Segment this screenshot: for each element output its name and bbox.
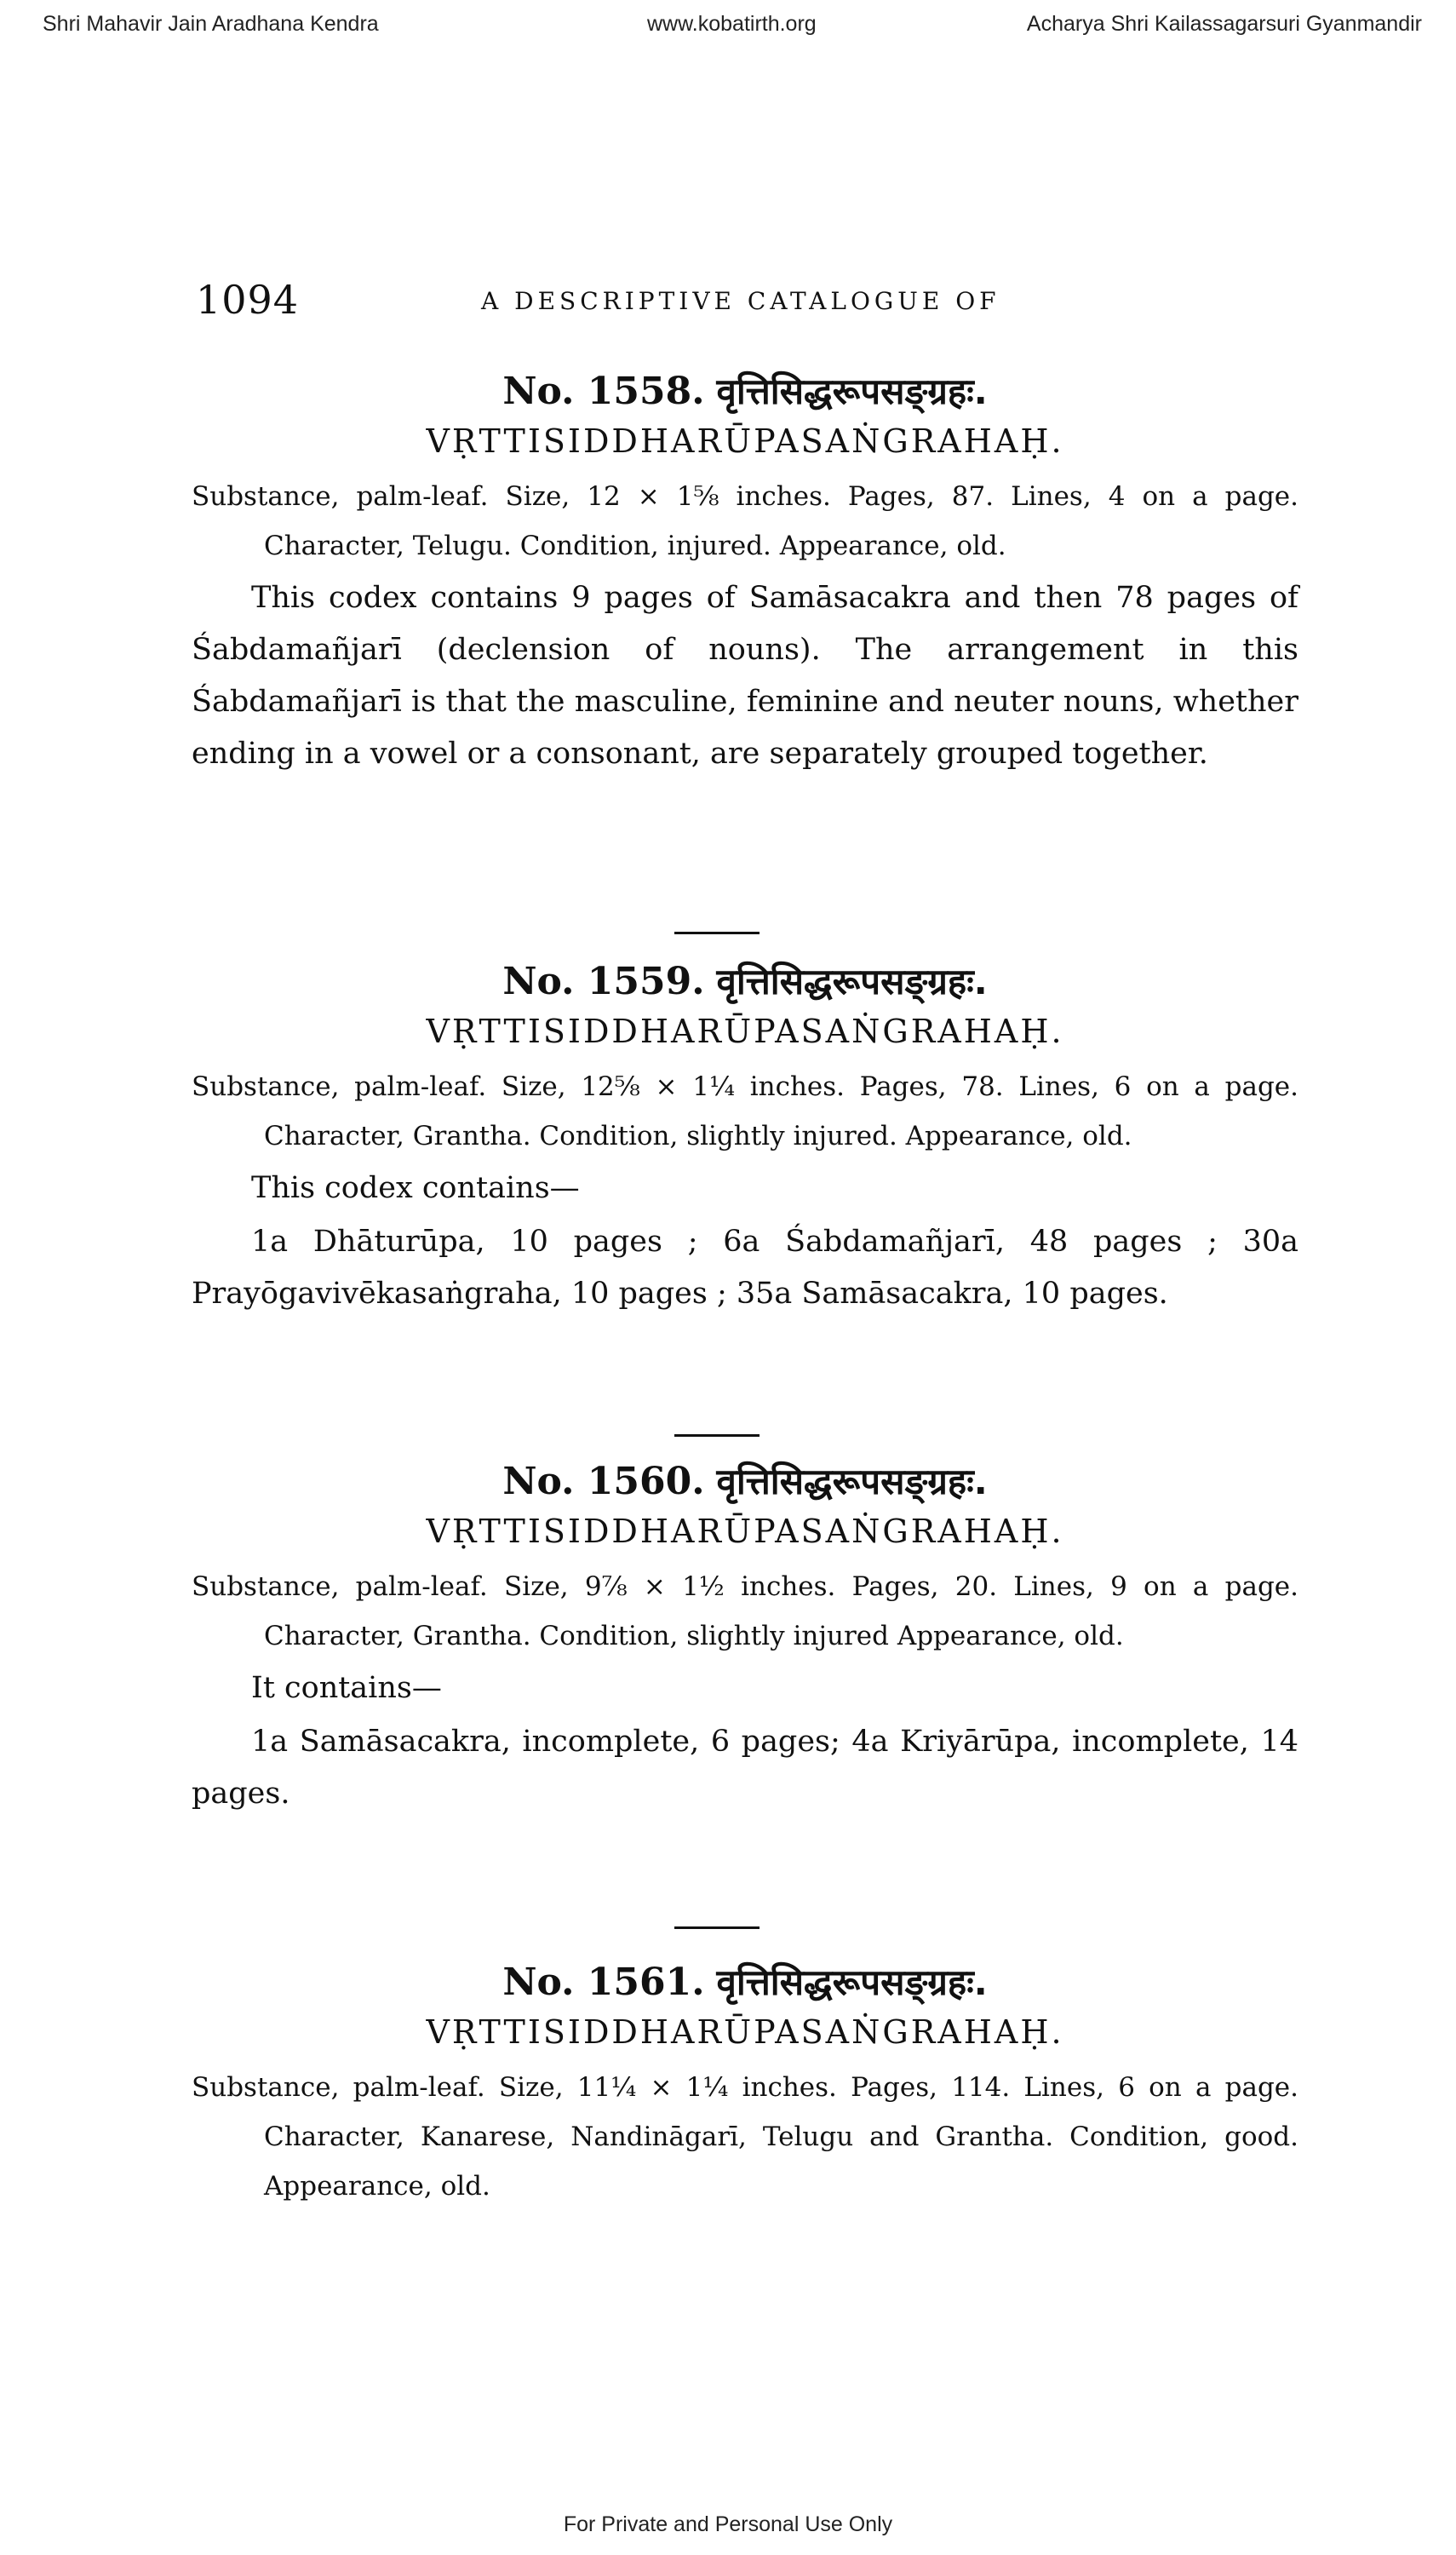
running-title: A DESCRIPTIVE CATALOGUE OF — [481, 287, 1000, 315]
entry-transliterated-title: VṚTTISIDDHARŪPASAṄGRAHAḤ. — [426, 422, 1064, 460]
entry-paragraph: This codex contains 9 pages of Samāsacakra and then 78 pages of Śabdamañjarī (declension of nouns). The arrangement in this Śabdamañjarī is that the masculine, feminine and neuter nouns, whether ending in a vowel or a consonant, are separately grouped together. — [192, 581, 1298, 771]
header-right-text: Acharya Shri Kailassagarsuri Gyanmandir — [1026, 12, 1422, 36]
entry-heading — [192, 1458, 1298, 1506]
header-left-text: Shri Mahavir Jain Aradhana Kendra — [43, 12, 379, 36]
source-header — [0, 12, 1456, 46]
header-website-text: www.kobatirth.org — [647, 12, 817, 36]
entry-description: Substance, palm-leaf. Size, 12 × 1⅝ inches. Pages, 87. Lines, 4 on a page. Character, Telugu. Condition, injured. Appearance, old. — [192, 481, 1298, 561]
entry-heading — [192, 368, 1298, 416]
entry-transliterated-title: VṚTTISIDDHARŪPASAṄGRAHAḤ. — [426, 2013, 1064, 2051]
entry-transliterated-title: VṚTTISIDDHARŪPASAṄGRAHAḤ. — [426, 1513, 1064, 1550]
entry-sanskrit-title: वृत्तिसिद्धरूपसङ्ग्रहः. — [716, 370, 988, 412]
entry-sanskrit-title: वृत्तिसिद्धरूपसङ्ग्रहः. — [716, 1961, 988, 2003]
section-divider — [674, 932, 760, 934]
section-divider — [674, 1434, 760, 1437]
section-divider — [674, 1926, 760, 1929]
entry-contents: 1a Dhāturūpa, 10 pages ; 6a Śabdamañjarī, 48 pages ; 30a Prayōgavivēkasaṅgraha, 10 pages ; 35a Samāsacakra, 10 pages. — [192, 1225, 1298, 1311]
catalogue-entry-1559 — [192, 958, 1298, 1320]
entry-number: No. 1559. — [502, 960, 705, 1003]
running-head — [192, 277, 1333, 328]
entry-contents-intro: This codex contains— — [251, 1171, 580, 1205]
page-number: 1094 — [196, 277, 300, 323]
catalogue-entry-1561 — [192, 1959, 1298, 2211]
catalogue-entry-1560 — [192, 1458, 1298, 1820]
entry-description: Substance, palm-leaf. Size, 12⅝ × 1¼ inches. Pages, 78. Lines, 6 on a page. Character, Grantha. Condition, slightly injured. Appearance, old. — [192, 1071, 1298, 1151]
entry-description: Substance, palm-leaf. Size, 9⅞ × 1½ inches. Pages, 20. Lines, 9 on a page. Character, Grantha. Condition, slightly injured Appearance, old. — [192, 1571, 1298, 1651]
entry-transliterated-title: VṚTTISIDDHARŪPASAṄGRAHAḤ. — [426, 1013, 1064, 1050]
entry-number: No. 1561. — [502, 1961, 705, 2004]
entry-contents: 1a Samāsacakra, incomplete, 6 pages; 4a Kriyārūpa, incomplete, 14 pages. — [192, 1725, 1298, 1811]
entry-sanskrit-title: वृत्तिसिद्धरूपसङ्ग्रहः. — [716, 961, 988, 1002]
entry-number: No. 1558. — [502, 370, 705, 413]
catalogue-entry-1558 — [192, 368, 1298, 780]
entry-heading — [192, 958, 1298, 1006]
entry-sanskrit-title: वृत्तिसिद्धरूपसङ्ग्रहः. — [716, 1461, 988, 1502]
entry-heading — [192, 1959, 1298, 2007]
entry-number: No. 1560. — [502, 1460, 705, 1503]
source-footer: For Private and Personal Use Only — [563, 2512, 893, 2536]
entry-contents-intro: It contains— — [251, 1671, 442, 1705]
entry-description: Substance, palm-leaf. Size, 11¼ × 1¼ inches. Pages, 114. Lines, 6 on a page. Character, Kanarese, Nandināgarī, Telugu and Grantha. Condition, good. Appearance, old. — [192, 2072, 1298, 2202]
